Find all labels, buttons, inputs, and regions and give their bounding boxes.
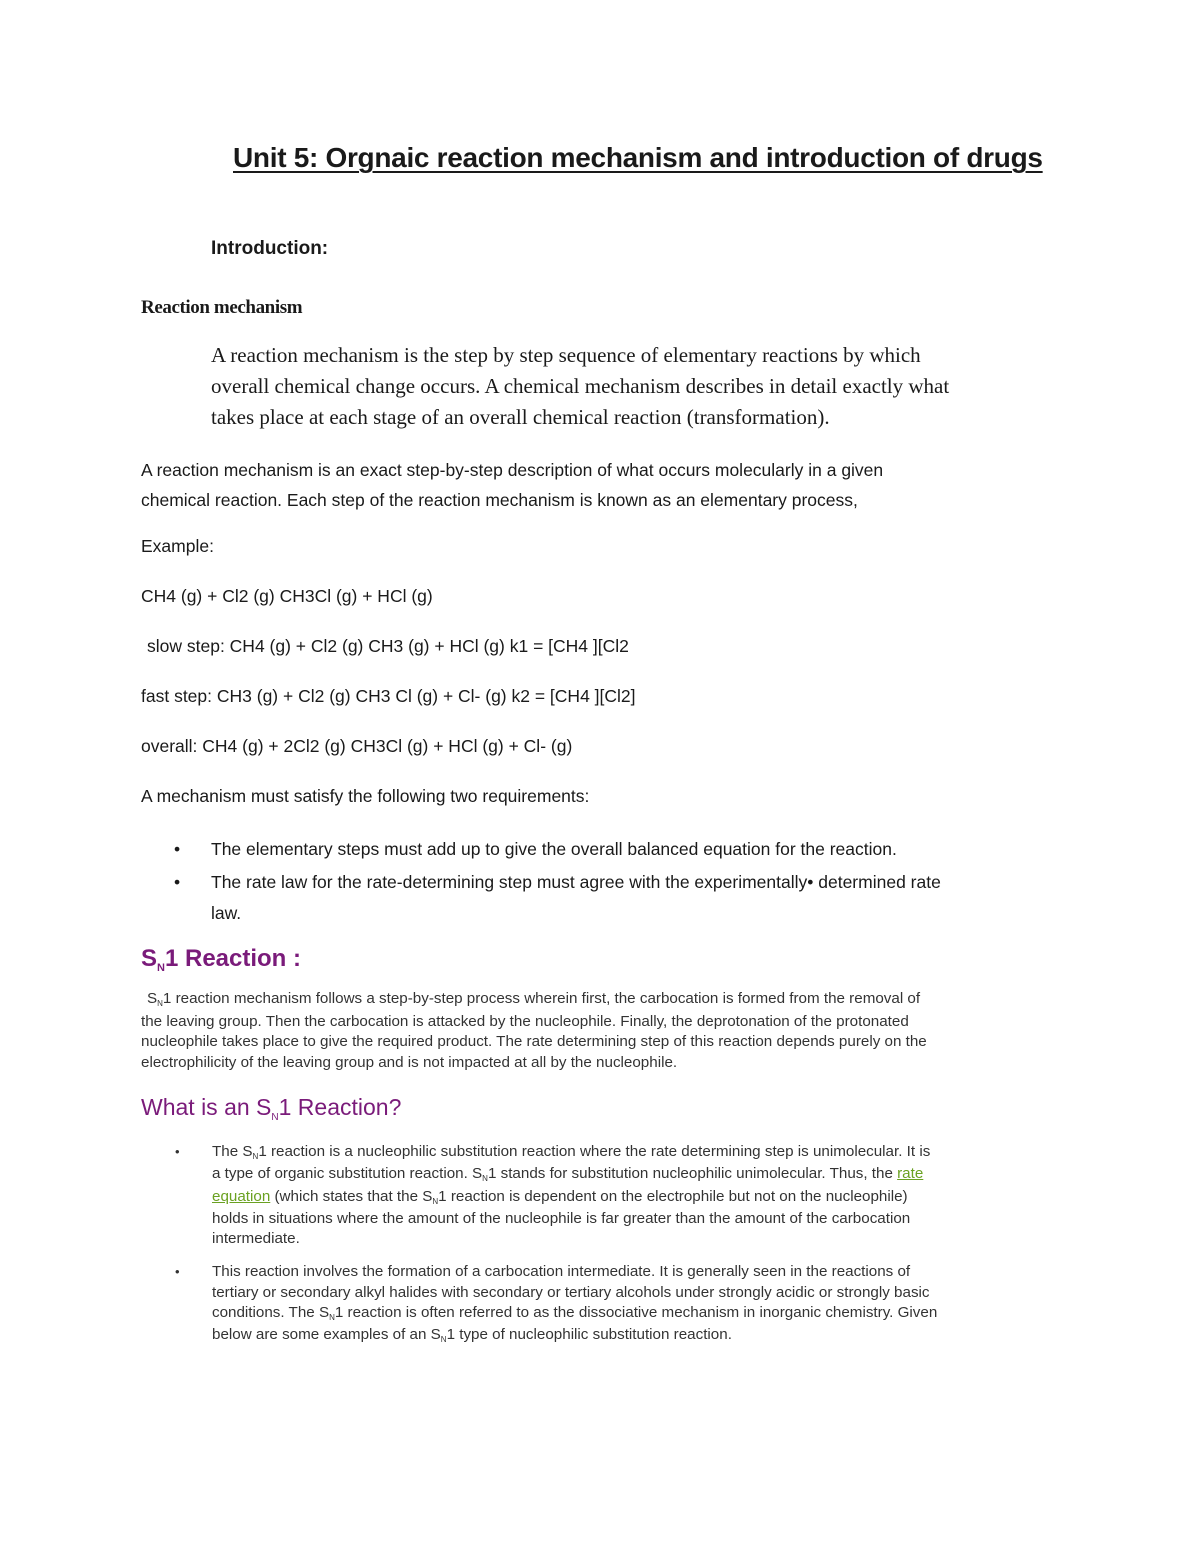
equation-slow-step: slow step: CH4 (g) + Cl2 (g) CH3 (g) + HCl (g) k1 = [CH4 ][Cl2 xyxy=(147,636,629,656)
introduction-label: Introduction: xyxy=(211,238,329,259)
sn1-paragraph-line: nucleophile takes place to give the required product. The rate determining step of this reaction depends purely on the xyxy=(141,1033,927,1050)
sn1-paragraph-line: SN1 reaction mechanism follows a step-by-step process wherein first, the carbocation is formed from the removal of xyxy=(147,990,921,1008)
requirements-list xyxy=(141,834,1071,931)
bullet-icon: • xyxy=(174,872,181,892)
list-item xyxy=(141,834,1071,865)
list-item: • The SN1 reaction is a nucleophilic substitution reaction where the rate determining step is unimolecular. It is a type of organic substitution reaction. SN1 stands for substitution nucleophilic unimolecular. Thus, the rate equation (which states that the SN1 reaction is dependent on the electrophile but not on the nucleophile) holds in situations where the amount of the nucleophile is far greater than the amount of the carbocation intermediate. xyxy=(175,1143,931,1248)
description-line: A reaction mechanism is an exact step-by-step description of what occurs molecularly in a given xyxy=(141,460,884,480)
definition-line: overall chemical change occurs. A chemical mechanism describes in detail exactly what xyxy=(211,374,950,398)
definition-line: takes place at each stage of an overall chemical reaction (transformation). xyxy=(211,405,830,429)
list-item xyxy=(141,867,1071,929)
sn1-bullet-list xyxy=(141,1142,1059,1361)
bullet-icon: • xyxy=(175,1144,180,1159)
description-line: chemical reaction. Each step of the reaction mechanism is known as an elementary process, xyxy=(141,490,858,510)
list-item-text: The elementary steps must add up to give the overall balanced equation for the reaction. xyxy=(211,839,897,859)
document-title: Unit 5: Orgnaic reaction mechanism and introduction of drugs xyxy=(233,142,1043,173)
equation-fast-step: fast step: CH3 (g) + Cl2 (g) CH3 Cl (g) + Cl- (g) k2 = [CH4 ][Cl2] xyxy=(141,686,636,706)
example-label: Example: xyxy=(141,536,214,556)
sn1-paragraph xyxy=(141,989,1059,1073)
list-item: • This reaction involves the formation of a carbocation intermediate. It is generally seen in the reactions of tertiary or secondary alkyl halides with secondary or tertiary alcohols under strongly acidic or strongly basic conditions. The SN1 reaction is often referred to as the dissociative mechanism in inorganic chemistry. Given below are some examples of an SN1 type of nucleophilic substitution reaction. xyxy=(175,1263,938,1345)
sn1-reaction-heading: $S_N1$ Reaction : xyxy=(141,945,301,974)
list-item-text: law. xyxy=(211,903,242,923)
rate-equation-link[interactable]: equation xyxy=(212,1187,271,1205)
description-paragraph xyxy=(141,455,883,515)
what-is-sn1-heading: What is an $S_N1$ Reaction? xyxy=(141,1094,402,1123)
list-item-text: The rate law for the rate-determining step must agree with the experimentally• determined rate xyxy=(211,872,941,892)
sn1-paragraph-line: electrophilicity of the leaving group and is not impacted at all by the nucleophile. xyxy=(141,1053,678,1071)
bullet-icon: • xyxy=(174,839,181,859)
sn1-paragraph-line: the leaving group. Then the carbocation is attacked by the nucleophile. Finally, the deprotonation of the protonated xyxy=(141,1012,909,1030)
equation-main: CH4 (g) + Cl2 (g) CH3Cl (g) + HCl (g) xyxy=(141,586,433,606)
bullet-icon: • xyxy=(175,1264,180,1280)
section-heading-reaction-mechanism: Reaction mechanism xyxy=(141,297,303,318)
definition-line: A reaction mechanism is the step by step sequence of elementary reactions by which xyxy=(211,343,921,367)
requirements-intro: A mechanism must satisfy the following two requirements: xyxy=(141,786,590,806)
rate-equation-link[interactable]: rate xyxy=(897,1165,924,1183)
definition-paragraph xyxy=(211,340,1061,433)
equation-overall: overall: CH4 (g) + 2Cl2 (g) CH3Cl (g) + HCl (g) + Cl- (g) xyxy=(141,736,573,756)
